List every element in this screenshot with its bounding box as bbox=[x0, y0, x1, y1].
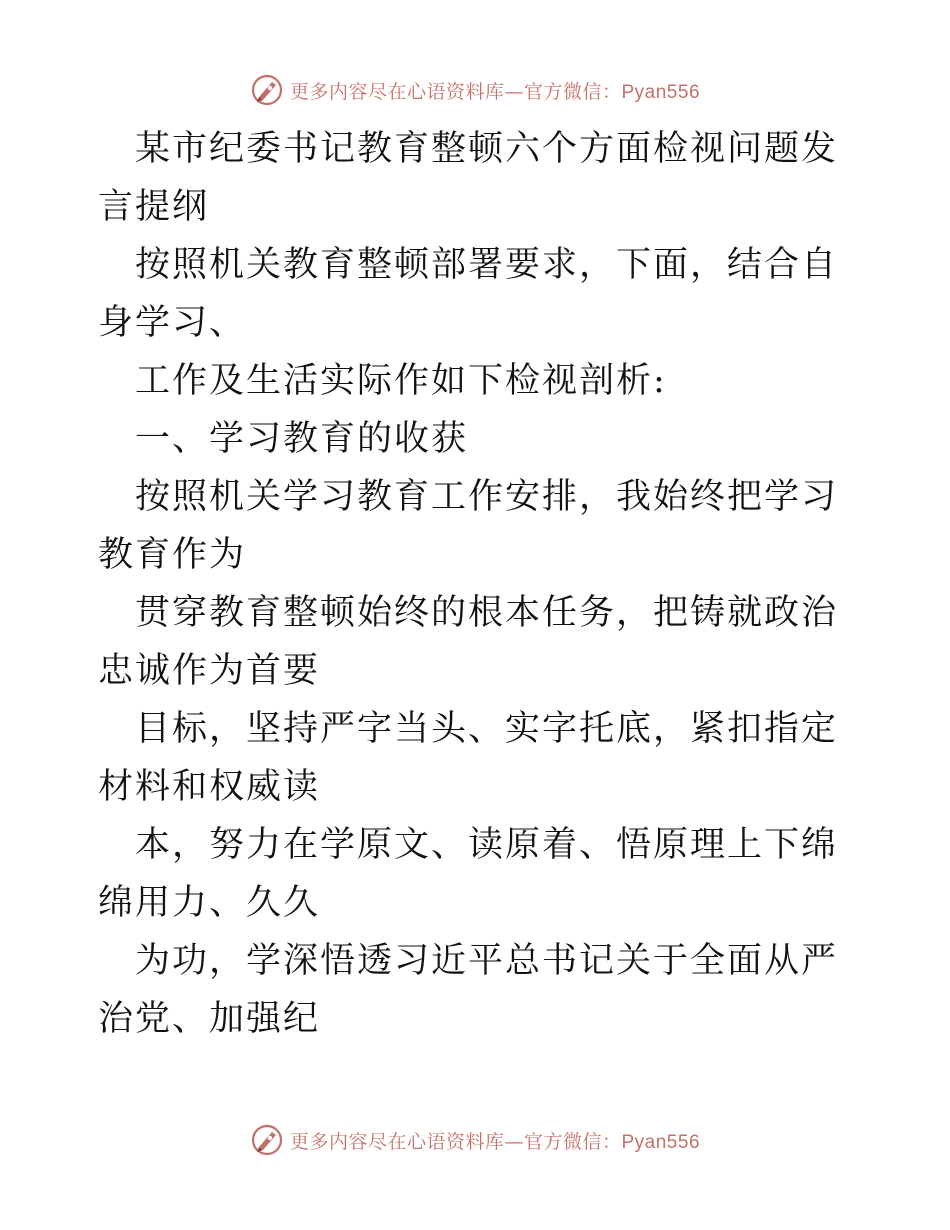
watermark-text bbox=[290, 1127, 700, 1154]
document-body bbox=[98, 120, 858, 1048]
watermark-brand: 更多内容尽在心语资料库—官方微信： bbox=[289, 80, 622, 103]
paragraph: 为功，学深悟透习近平总书记关于全面从严治党、加强纪 bbox=[98, 941, 839, 1039]
pen-logo-icon bbox=[250, 73, 284, 107]
paragraph: 目标，坚持严字当头、实字托底，紧扣指定材料和权威读 bbox=[98, 709, 839, 807]
section-heading: 一、学习教育的收获 bbox=[135, 419, 469, 459]
paragraph: 工作及生活实际作如下检视剖析: bbox=[135, 361, 667, 401]
paragraph: 贯穿教育整顿始终的根本任务，把铸就政治忠诚作为首要 bbox=[98, 593, 839, 691]
header-watermark bbox=[0, 70, 950, 110]
watermark-id: Pyan556 bbox=[621, 81, 701, 103]
document-title: 某市纪委书记教育整顿六个方面检视问题发言提纲 bbox=[98, 129, 839, 227]
paragraph: 本，努力在学原文、读原着、悟原理上下绵绵用力、久久 bbox=[98, 825, 839, 923]
watermark-id: Pyan556 bbox=[621, 1131, 701, 1153]
pen-logo-icon bbox=[250, 1123, 284, 1157]
paragraph: 按照机关教育整顿部署要求，下面，结合自身学习、 bbox=[98, 245, 839, 343]
footer-watermark bbox=[0, 1120, 950, 1160]
watermark-brand: 更多内容尽在心语资料库—官方微信： bbox=[289, 1130, 622, 1153]
watermark-text bbox=[290, 77, 700, 104]
paragraph: 按照机关学习教育工作安排，我始终把学习教育作为 bbox=[98, 477, 839, 575]
